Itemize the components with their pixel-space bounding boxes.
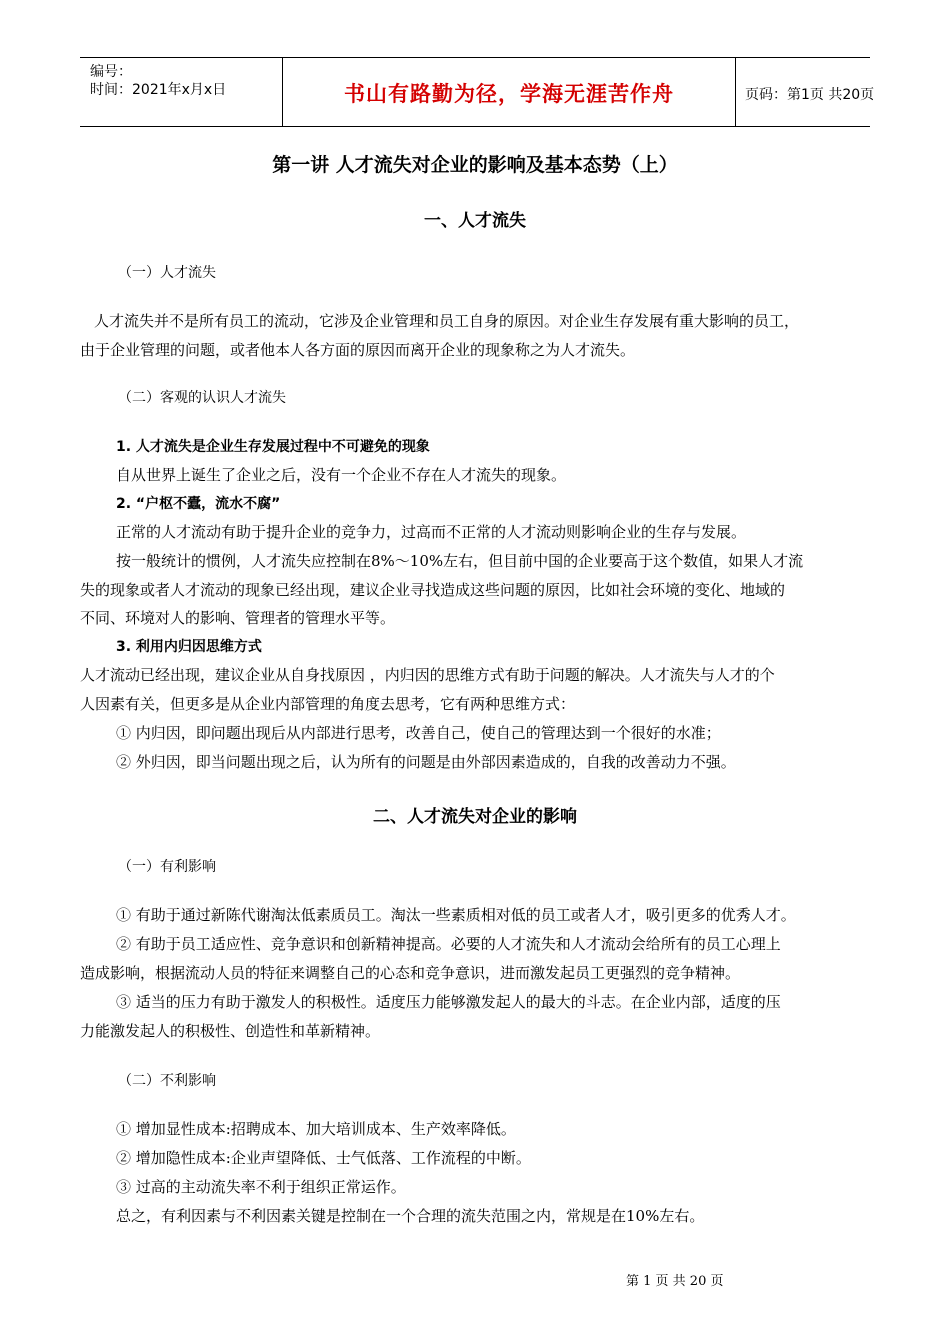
header-motto: 书山有路勤为径，学海无涯苦作舟	[344, 82, 674, 106]
paragraph-line: 按一般统计的惯例，人才流失应控制在8%～10%左右，但目前中国的企业要高于这个数值，如果人才流	[116, 552, 804, 570]
item-heading: 2. “户枢不蠹，流水不腐”	[116, 496, 281, 512]
list-item: ① 内归因，即问题出现后从内部进行思考，改善自己，使自己的管理达到一个很好的水准；	[116, 724, 721, 742]
paragraph-line: 失的现象或者人才流动的现象已经出现，建议企业寻找造成这些问题的原因，比如社会环境的变化、地域的	[80, 581, 786, 599]
paragraph-line: 总之，有利因素与不利因素关键是控制在一个合理的流失范围之内，常规是在10%左右。	[116, 1207, 705, 1225]
section1-sub1-heading: （一）人才流失	[118, 265, 216, 281]
list-item: ① 有助于通过新陈代谢淘汰低素质员工。淘汰一些素质相对低的员工或者人才，吸引更多的优秀人才。	[116, 906, 796, 924]
paragraph-line: 正常的人才流动有助于提升企业的竞争力，过高而不正常的人才流动则影响企业的生存与发展。	[116, 523, 747, 541]
page-title: 第一讲 人才流失对企业的影响及基本态势（上）	[272, 154, 678, 176]
paragraph-line: 人才流失并不是所有员工的流动，它涉及企业管理和员工自身的原因。对企业生存发展有重大影响的员工，	[94, 312, 800, 330]
section2-sub2-heading: （二）不利影响	[118, 1073, 216, 1089]
time-label: 时间：2021年x月x日	[90, 82, 227, 98]
page-code: 页码：第1页 共20页	[745, 87, 875, 103]
section2-sub1-heading: （一）有利影响	[118, 859, 216, 875]
paragraph-line: 自从世界上诞生了企业之后，没有一个企业不存在人才流失的现象。	[116, 466, 567, 484]
section1-sub2-heading: （二）客观的认识人才流失	[118, 390, 286, 406]
paragraph-line: 由于企业管理的问题，或者他本人各方面的原因而离开企业的现象称之为人才流失。	[80, 341, 636, 359]
item-heading: 3. 利用内归因思维方式	[116, 639, 262, 655]
list-item: ② 有助于员工适应性、竞争意识和创新精神提高。必要的人才流失和人才流动会给所有的员工心理上	[116, 935, 781, 953]
list-item: ③ 适当的压力有助于激发人的积极性。适度压力能够激发起人的最大的斗志。在企业内部，适度的压	[116, 993, 781, 1011]
list-item: ① 增加显性成本:招聘成本、加大培训成本、生产效率降低。	[116, 1120, 516, 1138]
section2-heading: 二、人才流失对企业的影响	[373, 807, 577, 827]
header-motto-cell	[282, 58, 736, 126]
document-header	[80, 57, 875, 127]
header-page-cell	[735, 58, 875, 126]
list-item: ③ 过高的主动流失率不利于组织正常运作。	[116, 1178, 406, 1196]
paragraph-line: 不同、环境对人的影响、管理者的管理水平等。	[80, 609, 396, 627]
list-item: ② 外归因，即当问题出现之后，认为所有的问题是由外部因素造成的，自我的改善动力不强。	[116, 753, 736, 771]
item-heading: 1. 人才流失是企业生存发展过程中不可避免的现象	[116, 439, 430, 455]
paragraph-line: 力能激发起人的积极性、创造性和革新精神。	[80, 1022, 381, 1040]
paragraph-line: 人因素有关，但更多是从企业内部管理的角度去思考，它有两种思维方式：	[80, 695, 576, 713]
header-meta-cell	[80, 58, 282, 126]
paragraph-line: 人才流动已经出现，建议企业从自身找原因 ，内归因的思维方式有助于问题的解决。人才流失与人才的个	[80, 666, 775, 684]
paragraph-line: 造成影响，根据流动人员的特征来调整自己的心态和竞争意识，进而激发起员工更强烈的竞争精神。	[80, 964, 741, 982]
number-label: 编号：	[90, 64, 132, 80]
list-item: ② 增加隐性成本:企业声望降低、士气低落、工作流程的中断。	[116, 1149, 531, 1167]
page-footer: 第 1 页 共 20 页	[626, 1274, 724, 1289]
section1-heading: 一、人才流失	[424, 211, 526, 231]
